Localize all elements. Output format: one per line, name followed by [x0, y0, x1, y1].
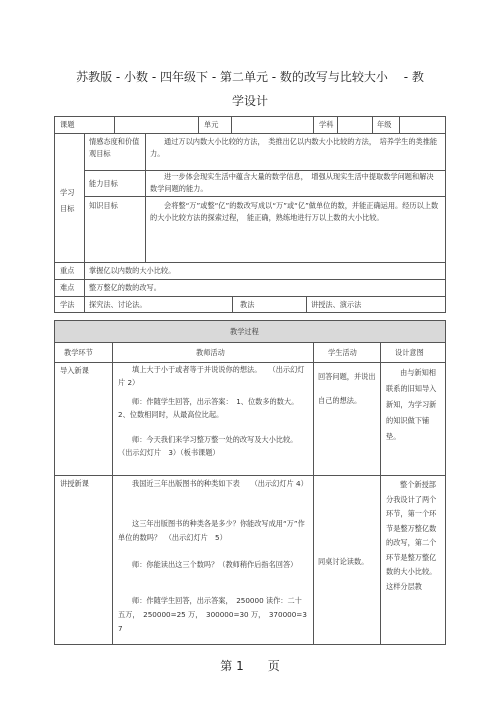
label-keti: 课题 [60, 120, 75, 129]
process-section-title: 教学过程 [230, 327, 259, 336]
objectives-label: 学习 目标 [60, 188, 75, 213]
col-header-stage: 教学环节 [64, 348, 93, 357]
col-header-student: 学生活动 [328, 348, 357, 357]
label-danyuan: 单元 [204, 120, 219, 129]
student-new: 同桌讨论读数。 [318, 557, 369, 566]
nandian-label: 难点 [60, 283, 75, 292]
intent-intro: 由与新知相联系的旧知导入新知，为学习新的知识做下铺垫。 [386, 368, 437, 441]
xuefa-text: 探究法、讨论法。 [89, 300, 147, 309]
teacher-intro-2: 师：作随学生回答，出示答案： 1、位数多的数大。2、位数相同时，从最高位比起。 [118, 397, 299, 419]
objective-name-knowledge: 知识目标 [89, 201, 118, 210]
page-number: 第 1 页 [220, 659, 280, 673]
col-header-intent: 设计意图 [395, 348, 424, 357]
student-intro: 回答问题，并说出自己的想法。 [318, 372, 376, 405]
jiaofa-label: 教法 [240, 300, 255, 309]
zhongdian-text: 掌握亿以内数的大小比较。 [89, 266, 176, 275]
stage-new: 讲授新课 [60, 479, 89, 488]
teacher-intro-1: 填上大于小于或者等于并说说你的想法。 （出示幻灯片 2） [118, 365, 305, 387]
objective-name-affective: 情感态度和价值观目标 [89, 137, 140, 158]
jiaofa-text: 讲授法、演示法 [311, 300, 362, 309]
doc-title-line1: 苏教版 - 小数 - 四年级下 - 第二单元 - 数的改写与比较大小 - 教 [76, 70, 424, 84]
label-nianji: 年级 [377, 120, 392, 129]
teacher-new-1: 我国近三年出版图书的种类如下表 （出示幻灯片 4） [132, 479, 308, 488]
objective-name-ability: 能力目标 [89, 179, 118, 188]
teacher-new-3: 师：你能读出这三个数吗？（教师稍作后指名回答） [132, 560, 298, 569]
objective-text-knowledge: 会将整“万”或整“亿”的数改写成以“万”或“亿”做单位的数，并能正确运用。经历以上数的大小比较方法的探索过程， 能正确，熟练地进行万以上数的大小比较。 [150, 201, 439, 222]
objective-text-affective: 通过万以内数大小比较的方法， 类推出亿以内数大小比较的方法， 培养学生的类推能力。 [150, 137, 438, 158]
label-xueke: 学科 [319, 120, 334, 129]
doc-title-line2: 学设计 [231, 94, 268, 108]
intent-new: 整个新授部分我设计了两个环节，第一个环节是整万整亿数的改写，第二个环节是整万整亿数的大小比较。 这样分层教 [386, 480, 440, 591]
teacher-new-2: 这三年出版图书的种类各是多少？你能改写成用“万”作单位的数吗？ （出示幻灯片 5） [118, 519, 305, 542]
teacher-new-4: 师：作随学生回答，出示答案， 250000 读作：二十五万， 250000=25 万， 300000=30 万， 370000=37 [118, 596, 307, 633]
stage-intro: 导入新课 [60, 366, 89, 375]
col-header-teacher: 教师活动 [196, 348, 225, 357]
zhongdian-label: 重点 [60, 266, 75, 275]
objective-text-ability: 进一步体会现实生活中蕴含大量的数学信息， 增强从现实生活中提取数学问题和解决数学问题的能力。 [150, 172, 434, 193]
xuefa-label: 学法 [60, 300, 75, 309]
nandian-text: 整万整亿的数的改写。 [89, 283, 161, 292]
teacher-intro-3: 师：今天我们来学习整万整一处的改写及大小比较。（出示幻灯片 3）（板书课题） [118, 435, 298, 457]
